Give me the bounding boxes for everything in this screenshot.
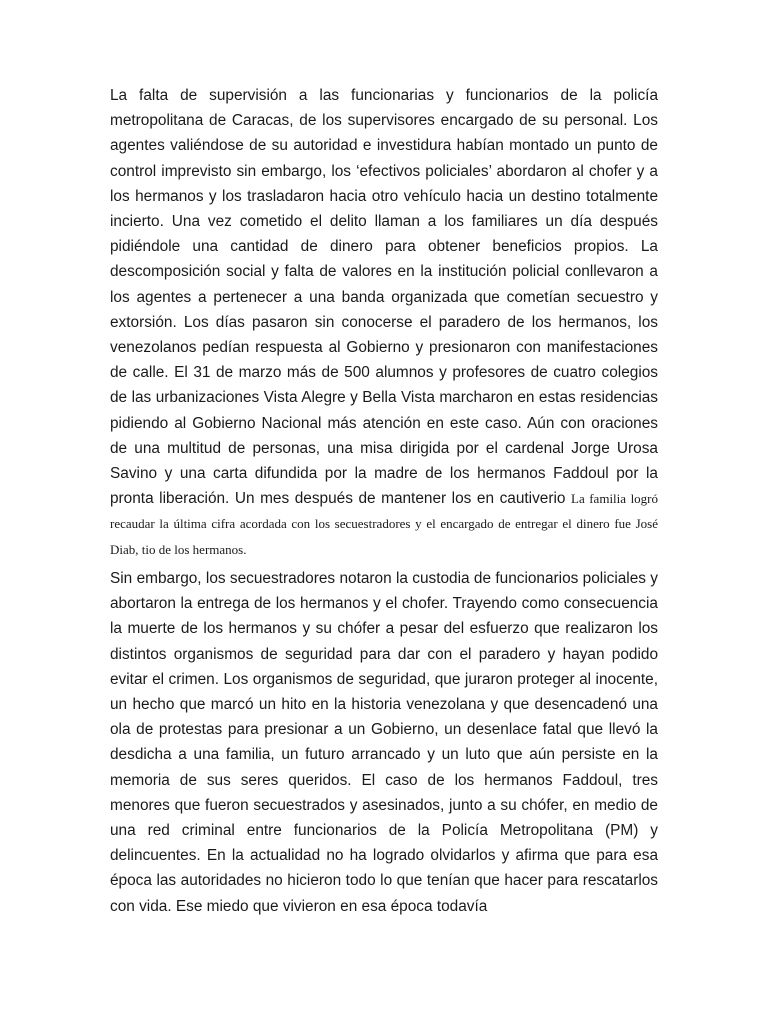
paragraph-2-text: Sin embargo, los secuestradores notaron la custodia de funcionarios policiales y abortaron la entrega de los hermanos y el chofer. Trayendo como consecuencia la muerte de los hermanos y su chófer a pesar del esfuerzo que realizaron los distintos organismos de seguridad para dar con el paradero y hayan podido evitar el crimen. Los organismos de seguridad, que juraron proteger al inocente, un hecho que marcó un hito en la historia venezolana y que desencadenó una ola de protestas para presionar a un Gobierno, un desenlace fatal que llevó la desdicha a una familia, un futuro arrancado y un luto que aún persiste en la memoria de sus seres queridos. El caso de los hermanos Faddoul, tres menores que fueron secuestrados y asesinados, junto a su chófer, en medio de una red criminal entre funcionarios de la Policía Metropolitana (PM) y delincuentes. En la actualidad no ha logrado olvidarlos y afirma que para esa época las autoridades no hicieron todo lo que tenían que hacer para rescatarlos con vida. Ese miedo que vivieron en esa época todavía: [110, 570, 658, 915]
paragraph-1: [110, 83, 658, 562]
paragraph-1-serif-text: La familia logró recaudar la última cifra acordada con los secuestradores y el encargado de entregar el dinero fue José Diab, tio de los hermanos.: [110, 491, 659, 557]
paragraph-1-text: La falta de supervisión a las funcionarias y funcionarios de la policía metropolitana de Caracas, de los supervisores encargado de su personal. Los agentes valiéndose de su autoridad e investidura habían montado un punto de control imprevisto sin embargo, los ‘efectivos policiales’ abordaron al chofer y a los hermanos y los trasladaron hacia otro vehículo hacia un destino totalmente incierto. Una vez cometido el delito llaman a los familiares un día después pidiéndole una cantidad de dinero para obtener beneficios propios. La descomposición social y falta de valores en la institución policial conllevaron a los agentes a pertenecer a una banda organizada que cometían secuestro y extorsión. Los días pasaron sin conocerse el paradero de los hermanos, los venezolanos pedían respuesta al Gobierno y presionaron con manifestaciones de calle. El 31 de marzo más de 500 alumnos y profesores de cuatro colegios de las urbanizaciones Vista Alegre y Bella Vista marcharon en estas residencias pidiendo al Gobierno Nacional más atención en este caso. Aún con oraciones de una multitud de personas, una misa dirigida por el cardenal Jorge Urosa Savino y una carta difundida por la madre de los hermanos Faddoul por la pronta liberación. Un mes después de mantener los en cautiverio: [110, 87, 658, 508]
paragraph-2: [110, 566, 658, 919]
